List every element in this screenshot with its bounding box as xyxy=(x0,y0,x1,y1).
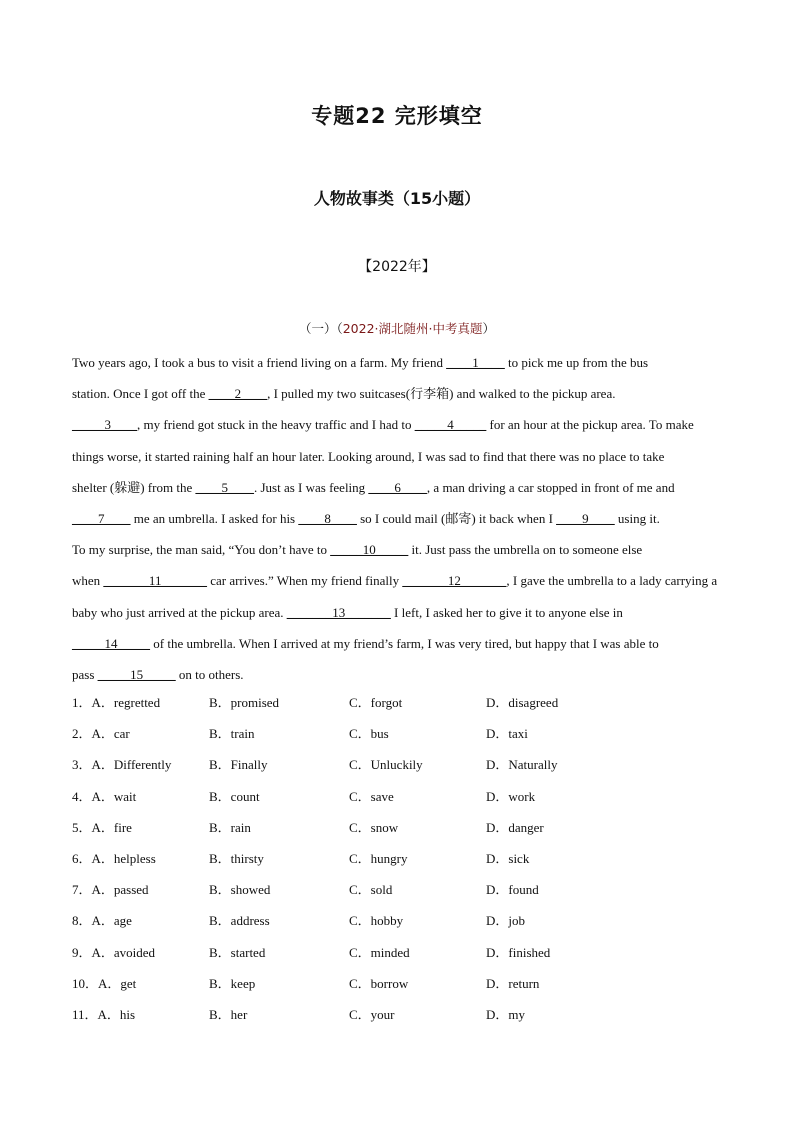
blank-9: ____9____ xyxy=(556,511,615,527)
passage-text: I left, I asked her to give it to anyone else in xyxy=(390,604,623,620)
blank-13: _______13_______ xyxy=(286,604,391,620)
year-heading: 【2022年】 xyxy=(358,259,436,275)
option-row xyxy=(72,752,724,783)
option-b: B．rain xyxy=(209,819,251,835)
passage-text: , my friend got stuck in the heavy traffic and I had to xyxy=(137,417,415,433)
source-link[interactable]: 2022·湖北随州·中考真题 xyxy=(342,321,483,336)
question-source xyxy=(0,319,794,337)
option-a: 3．A．Differently xyxy=(72,757,172,773)
option-row xyxy=(72,877,724,908)
option-c: C．borrow xyxy=(349,975,409,991)
passage-line xyxy=(72,472,724,503)
blank-14: _____14_____ xyxy=(72,635,150,651)
option-c: C．minded xyxy=(349,944,410,960)
passage-text: for an hour at the pickup area. To make xyxy=(486,417,694,433)
option-row xyxy=(72,721,724,752)
blank-3: _____3____ xyxy=(72,417,137,433)
option-a: 11．A．his xyxy=(72,1006,136,1022)
passage-line: things worse, it started raining half an hour later. Looking around, I was sad to find that there was no place to take xyxy=(72,448,665,464)
option-d: D．taxi xyxy=(486,726,528,742)
blank-10: _____10_____ xyxy=(330,542,409,558)
passage-text: when xyxy=(72,573,104,589)
passage-text: so I could mail (邮寄) it back when I xyxy=(356,511,557,527)
option-b: B．train xyxy=(209,726,255,742)
option-d: D．Naturally xyxy=(486,757,558,773)
option-b: B．her xyxy=(209,1006,248,1022)
option-row xyxy=(72,690,724,721)
passage-text: , a man driving a car stopped in front of me and xyxy=(426,479,675,495)
passage-text: to pick me up from the bus xyxy=(504,355,649,370)
passage-line xyxy=(72,597,724,628)
passage-line xyxy=(72,565,724,596)
option-c: C．hungry xyxy=(349,850,408,866)
blank-1: ____1____ xyxy=(446,355,505,370)
blank-12: _______12_______ xyxy=(402,573,507,589)
passage-text: Two years ago, I took a bus to visit a friend living on a farm. My friend xyxy=(72,355,447,370)
answer-options xyxy=(72,690,724,1033)
passage-line xyxy=(72,628,724,659)
option-a: 1．A．regretted xyxy=(72,695,161,710)
blank-4: _____4_____ xyxy=(414,417,487,433)
option-c: C．snow xyxy=(349,819,399,835)
passage-line xyxy=(72,409,724,440)
blank-5: ____5____ xyxy=(195,479,254,495)
option-b: B．started xyxy=(209,944,266,960)
option-a: 5．A．fire xyxy=(72,819,132,835)
cloze-passage xyxy=(72,347,724,690)
option-d: D．job xyxy=(486,913,526,929)
option-d: D．danger xyxy=(486,819,544,835)
option-d: D．finished xyxy=(486,944,551,960)
passage-text: . Just as I was feeling xyxy=(253,479,369,495)
option-b: B．count xyxy=(209,788,260,804)
option-d: D．sick xyxy=(486,850,530,866)
blank-7: ____7____ xyxy=(72,511,131,527)
option-row xyxy=(72,784,724,815)
blank-11: _______11_______ xyxy=(103,573,207,589)
option-c: C．your xyxy=(349,1006,395,1022)
passage-line xyxy=(72,534,724,565)
option-c: C．save xyxy=(349,788,394,804)
passage-line xyxy=(72,503,724,534)
passage-text: of the umbrella. When I arrived at my friend’s farm, I was very tired, but happy that I was able to xyxy=(150,635,659,651)
option-row xyxy=(72,908,724,939)
option-row xyxy=(72,940,724,971)
option-b: B．keep xyxy=(209,975,256,991)
option-b: B．thirsty xyxy=(209,850,264,866)
passage-text: baby who just arrived at the pickup area. xyxy=(72,604,287,620)
option-a: 9．A．avoided xyxy=(72,944,156,960)
passage-text: using it. xyxy=(614,511,660,527)
passage-text: me an umbrella. I asked for his xyxy=(130,511,299,527)
option-a: 10．A．get xyxy=(72,975,137,991)
passage-line xyxy=(72,659,724,690)
option-a: 2．A．car xyxy=(72,726,130,742)
blank-15: _____15_____ xyxy=(97,667,176,683)
option-b: B．Finally xyxy=(209,757,268,773)
blank-6: ____6____ xyxy=(368,479,427,495)
source-prefix: （一）（ xyxy=(298,321,343,336)
option-row xyxy=(72,1002,724,1033)
option-d: D．disagreed xyxy=(486,695,559,710)
option-a: 6．A．helpless xyxy=(72,850,156,866)
option-a: 8．A．age xyxy=(72,913,132,929)
passage-text: , I pulled my two suitcases(行李箱) and walked to the pickup area. xyxy=(267,386,616,402)
passage-line xyxy=(72,347,724,378)
option-b: B．address xyxy=(209,913,270,929)
section-subtitle: 人物故事类（15小题） xyxy=(313,189,481,208)
passage-text: shelter (躲避) from the xyxy=(72,479,196,495)
passage-text: station. Once I got off the xyxy=(72,386,209,402)
option-b: B．promised xyxy=(209,695,280,710)
page-title: 专题22 完形填空 xyxy=(311,104,483,128)
passage-text: pass xyxy=(72,667,98,683)
option-c: C．hobby xyxy=(349,913,404,929)
passage-text: , I gave the umbrella to a lady carrying a xyxy=(506,573,718,589)
option-c: C．Unluckily xyxy=(349,757,423,773)
passage-text: To my surprise, the man said, “You don’t have to xyxy=(72,542,331,558)
option-c: C．bus xyxy=(349,726,389,742)
option-d: D．work xyxy=(486,788,536,804)
option-b: B．showed xyxy=(209,882,271,898)
option-c: C．sold xyxy=(349,882,393,898)
passage-line xyxy=(72,378,724,409)
option-a: 7．A．passed xyxy=(72,882,149,898)
passage-text: it. Just pass the umbrella on to someone else xyxy=(408,542,643,558)
option-d: D．found xyxy=(486,882,539,898)
passage-text: on to others. xyxy=(175,667,244,683)
blank-8: ____8____ xyxy=(298,511,357,527)
option-row xyxy=(72,815,724,846)
option-row xyxy=(72,846,724,877)
option-c: C．forgot xyxy=(349,695,403,710)
blank-2: ____2____ xyxy=(208,386,268,402)
option-row xyxy=(72,971,724,1002)
passage-text: car arrives.” When my friend finally xyxy=(206,573,403,589)
option-a: 4．A．wait xyxy=(72,788,137,804)
option-d: D．return xyxy=(486,975,540,991)
source-suffix: ） xyxy=(482,321,496,336)
option-d: D．my xyxy=(486,1006,526,1022)
